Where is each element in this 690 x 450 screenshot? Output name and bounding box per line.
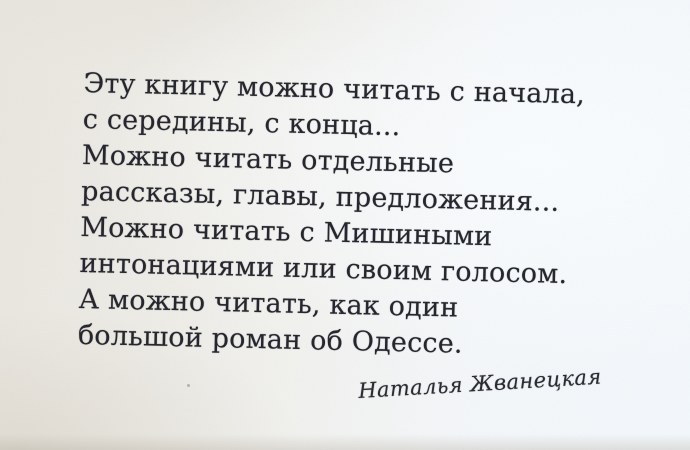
author-signature: Наталья Жванецкая: [357, 364, 603, 403]
dedication-line-5: Можно читать с Мишиными: [79, 211, 493, 253]
dedication-line-8: большой роман об Одессе.: [77, 319, 464, 360]
dedication-line-2: с середины, с конца...: [82, 103, 401, 143]
dedication-text: [77, 66, 585, 365]
dedication-line-1: Эту книгу можно читать с начала,: [83, 67, 586, 111]
bottom-shadow: [0, 434, 690, 450]
paper-speck: [187, 384, 190, 387]
dedication-line-4: рассказы, главы, предложения...: [80, 175, 560, 218]
dedication-line-6: интонациями или своим голосом.: [79, 247, 568, 291]
dedication-line-7: А можно читать, как один: [78, 283, 459, 324]
dedication-line-3: Можно читать отдельные: [81, 139, 455, 180]
